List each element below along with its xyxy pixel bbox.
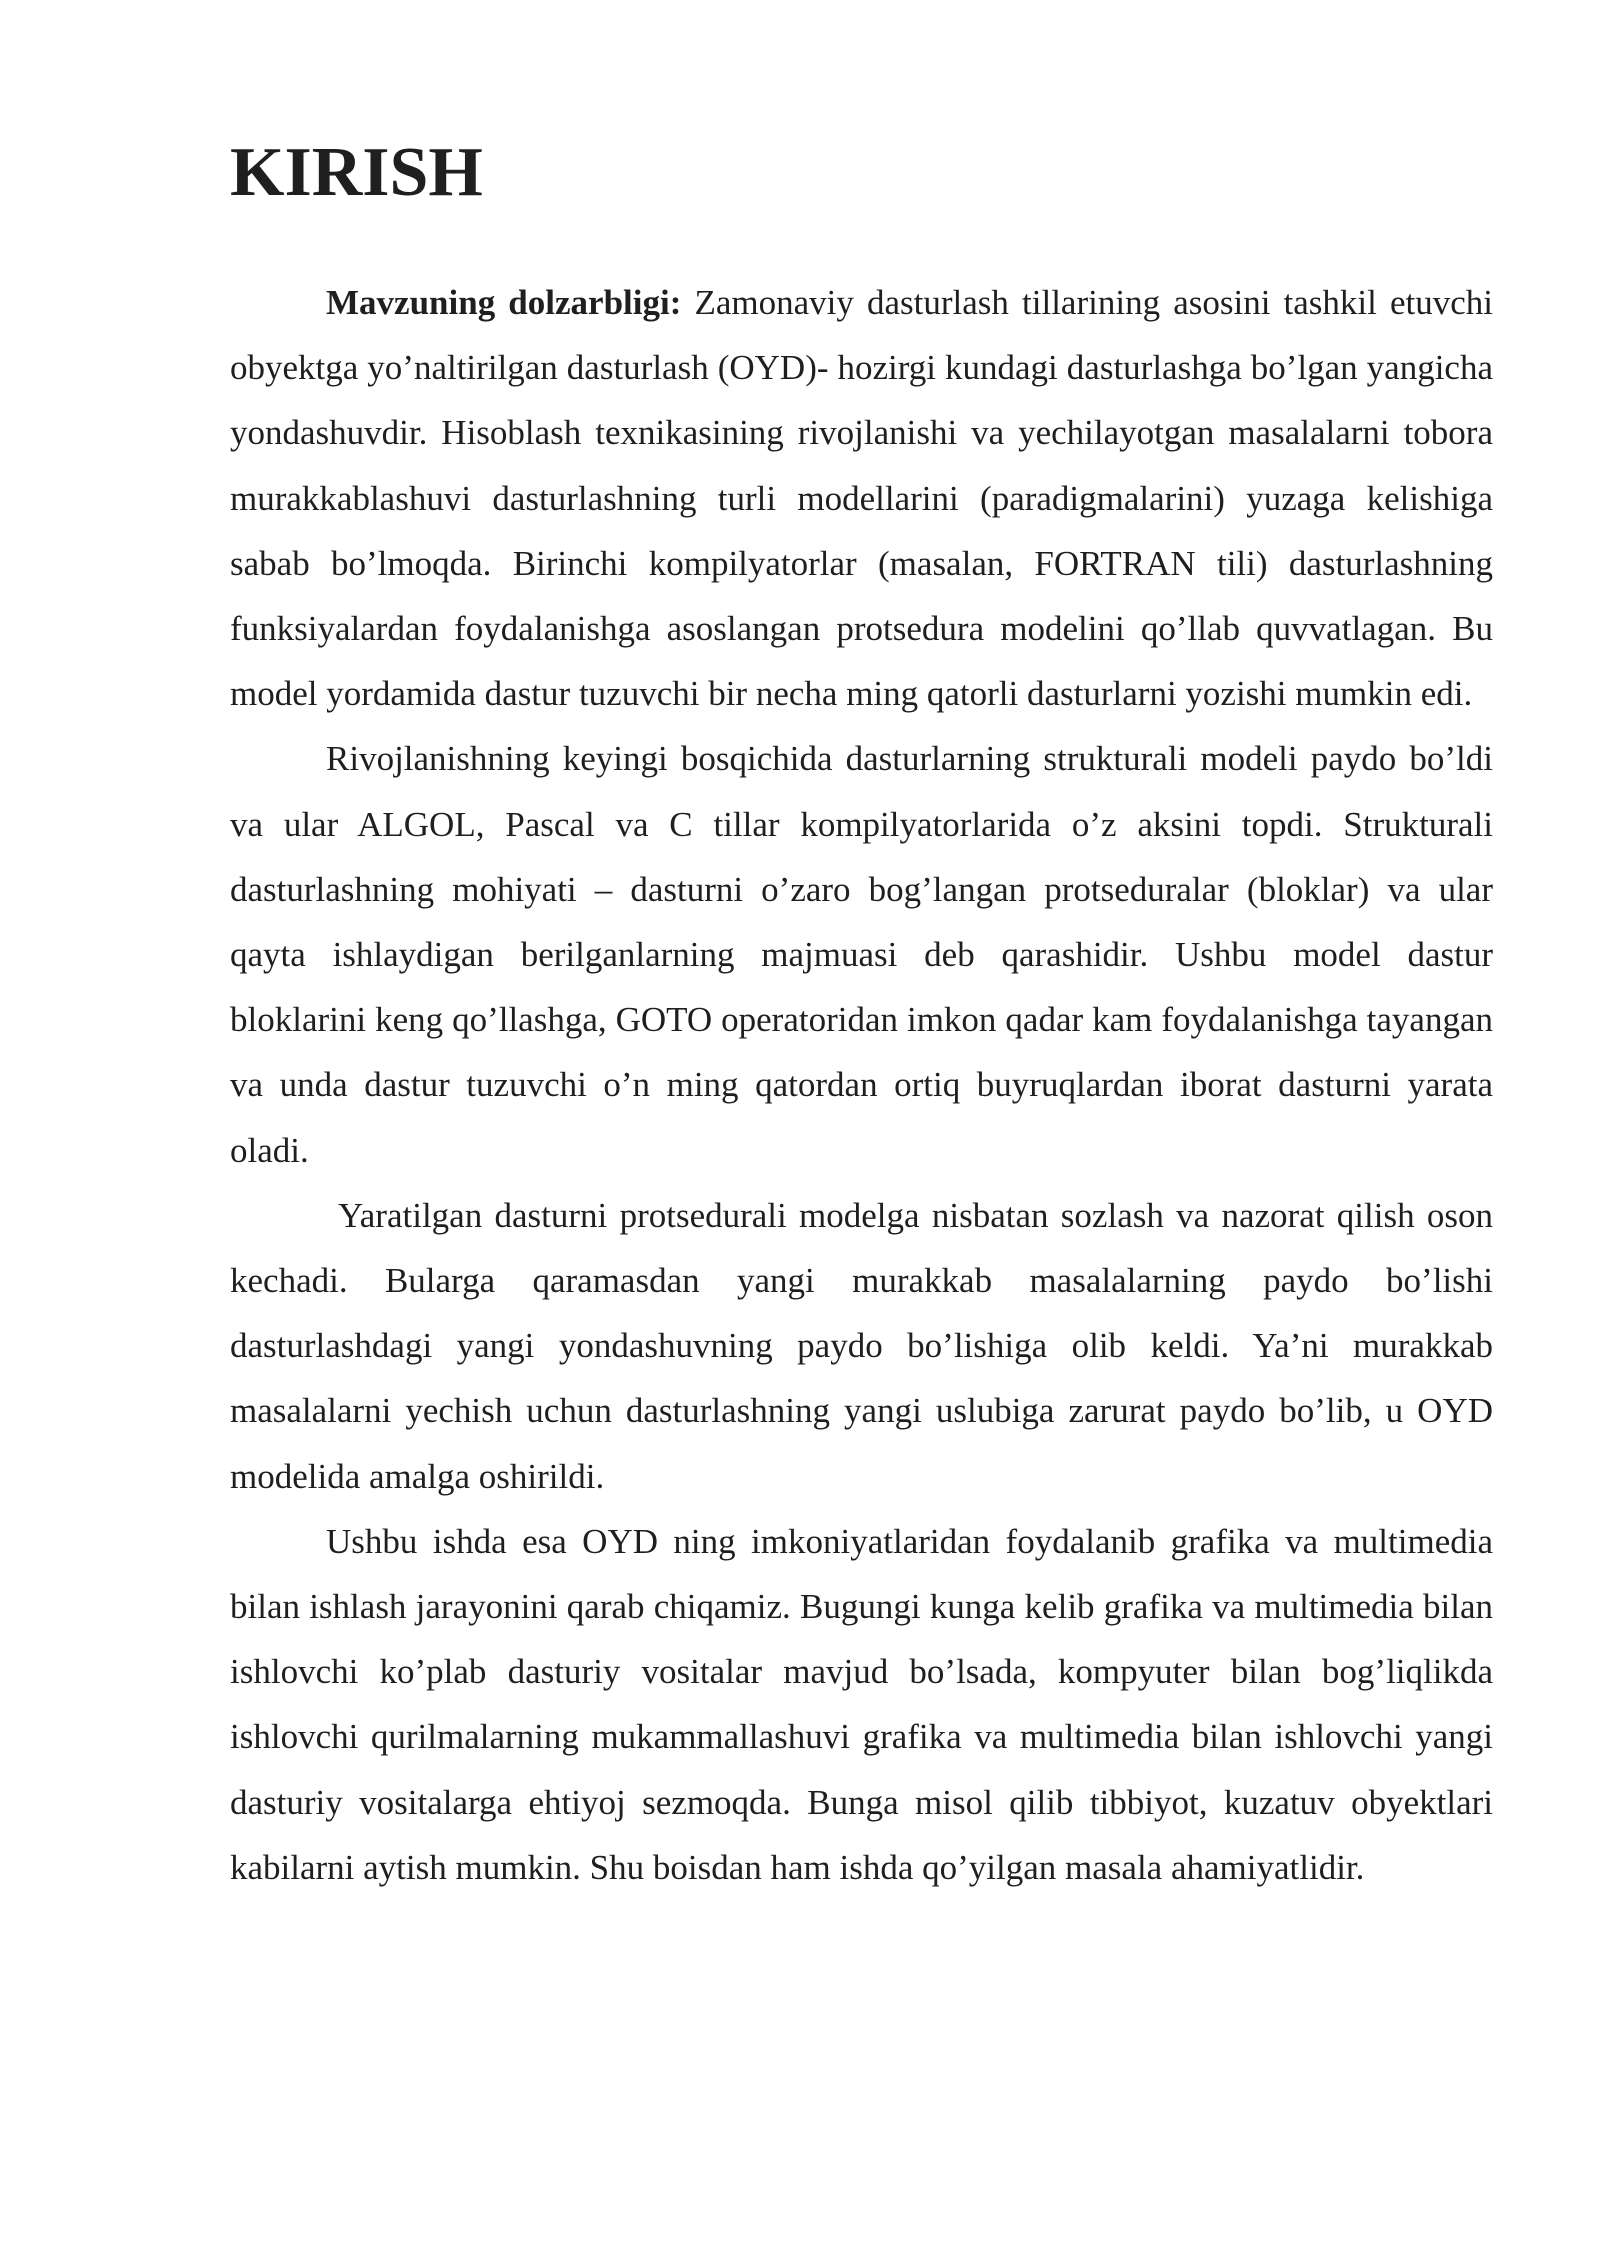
paragraph-text: Rivojlanishning keyingi bosqichida dasturlarning strukturali modeli paydo bo’ldi va ular ALGOL, Pascal va C tillar kompilyatorlarida o’z aksini topdi. Strukturali dasturlashning mohiyati – dasturni o’zaro bog’langan protseduralar (bloklar) va ular qayta ishlaydigan berilganlarning majmuasi deb qarashidir. Ushbu model dastur bloklarini keng qo’llashga, GOTO operatoridan imkon qadar kam foydalanishga tayangan va unda dastur tuzuvchi o’n ming qatordan ortiq buyruqlardan iborat dasturni yarata oladi. [230, 739, 1493, 1170]
paragraph-relevance [230, 270, 1493, 726]
paragraph-text: Ushbu ishda esa OYD ning imkoniyatlaridan foydalanib grafika va multimedia bilan ishlash jarayonini qarab chiqamiz. Bugungi kunga kelib grafika va multimedia bilan ishlovchi ko’plab dasturiy vositalar mavjud bo’lsada, kompyuter bilan bog’liqlikda ishlovchi qurilmalarning mukammallashuvi grafika va multimedia bilan ishlovchi yangi dasturiy vositalarga ehtiyoj sezmoqda. Bunga misol qilib tibbiyot, kuzatuv obyektlari kabilarni aytish mumkin. Shu boisdan ham ishda qo’yilgan masala ahamiyatlidir. [230, 1521, 1493, 1887]
document-body [230, 134, 1493, 1900]
paragraph-structural [230, 726, 1493, 1182]
paragraph-procedural [230, 1183, 1493, 1509]
heading-spacer [230, 205, 1493, 270]
paragraph-text: Yaratilgan dasturni protsedurali modelga nisbatan sozlash va nazorat qilish oson kechadi. Bularga qaramasdan yangi murakkab masalalarning paydo bo’lishi dasturlashdagi yangi yondashuvning paydo bo’lishiga olib keldi. Ya’ni murakkab masalalarni yechish uchun dasturlashning yangi uslubiga zarurat paydo bo’lib, u OYD modelida amalga oshirildi. [230, 1195, 1493, 1496]
page-title: KIRISH [230, 134, 483, 211]
paragraph-text: Zamonaviy dasturlash tillarining asosini tashkil etuvchi obyektga yo’naltirilgan dasturlash (OYD)- hozirgi kundagi dasturlashga bo’lgan yangicha yondashuvdir. Hisoblash texnikasining rivojlanishi va yechilayotgan masalalarni tobora murakkablashuvi dasturlashning turli modellarini (paradigmalarini) yuzaga kelishiga sabab bo’lmoqda. Birinchi kompilyatorlar (masalan, FORTRAN tili) dasturlashning funksiyalardan foydalanishga asoslangan protsedura modelini qo’llab quvvatlagan. Bu model yordamida dastur tuzuvchi bir necha ming qatorli dasturlarni yozishi mumkin edi. [230, 283, 1493, 714]
paragraph-lead: Mavzuning dolzarbligi: [326, 283, 682, 322]
paragraph-multimedia [230, 1509, 1493, 1900]
